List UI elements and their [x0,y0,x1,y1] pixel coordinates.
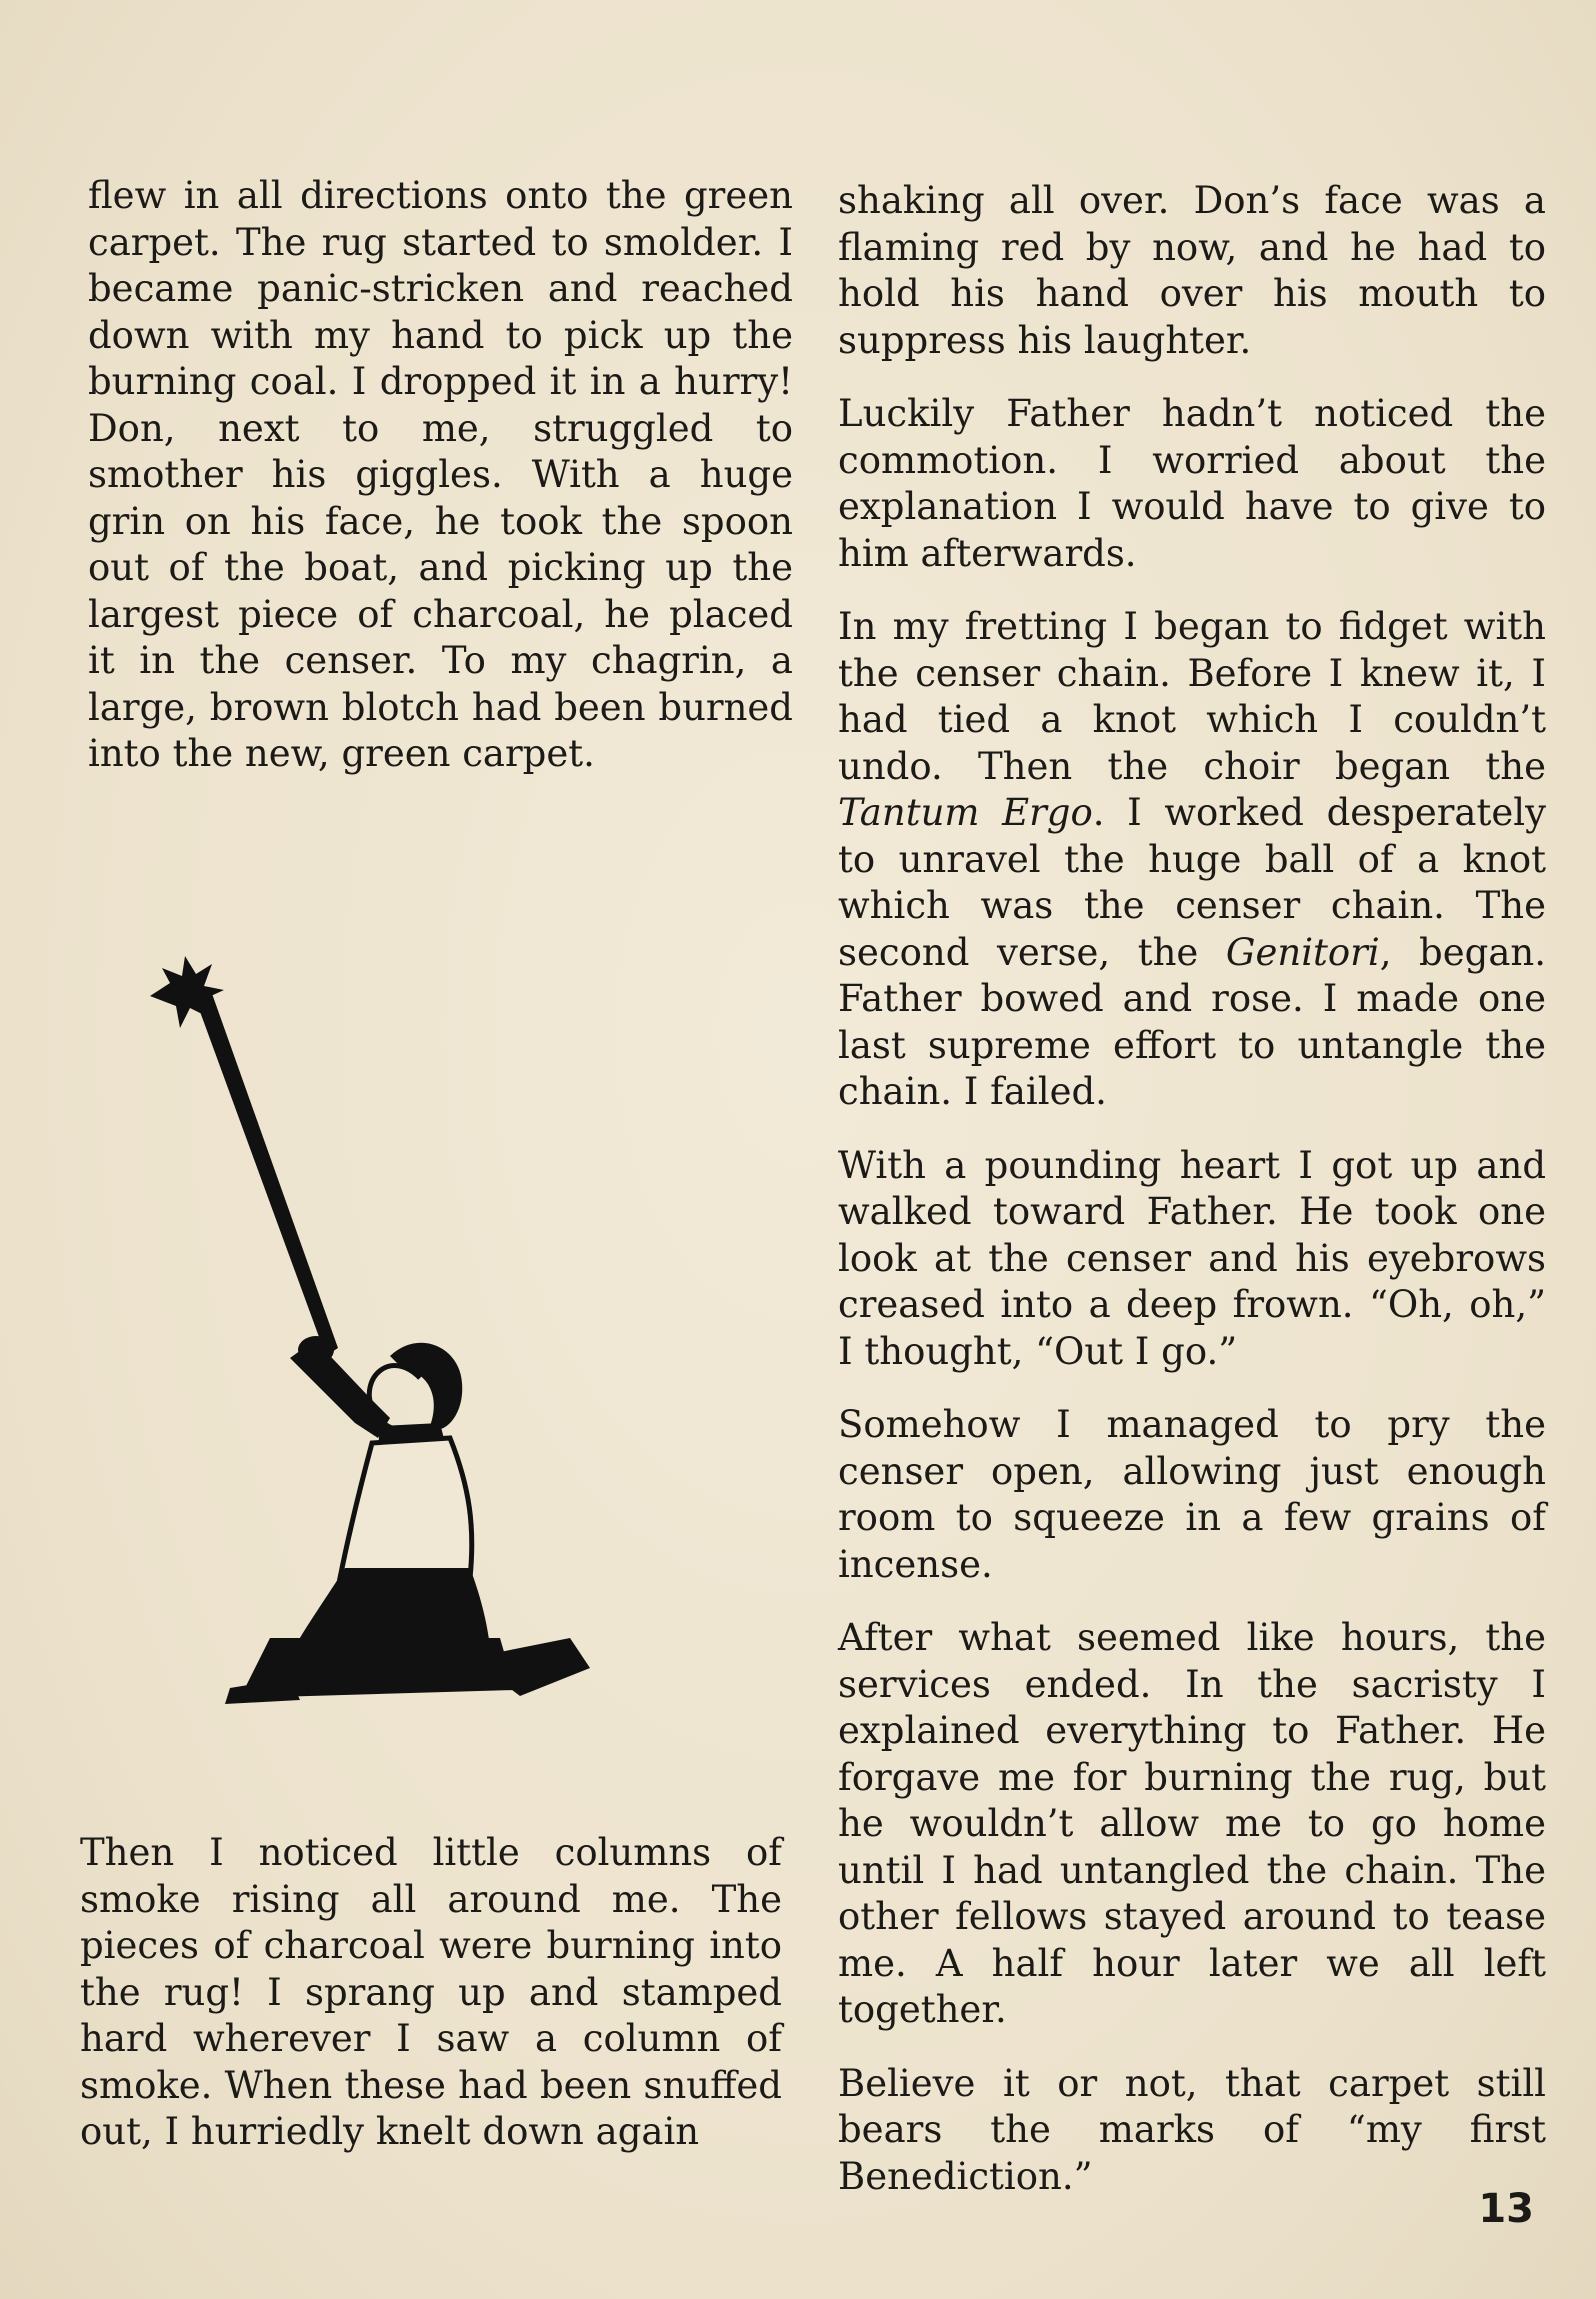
text-run: . I worked desperately to unravel the huge ball of a knot which was the censer chain. The second verse, the [838,791,1546,974]
italic-title: Genitori [1225,930,1380,974]
paragraph [838,604,1546,1116]
text-run: In my fretting I began to fidget with the censer chain. Before I knew it, I had tied a knot which I couldn’t undo. Then the choir began the [838,605,1546,788]
paragraph: With a pounding heart I got up and walked toward Father. He took one look at the censer and his eyebrows creased into a deep frown. “Oh, oh,” I thought, “Out I go.” [838,1143,1546,1373]
paragraph: flew in all directions onto the green carpet. The rug started to smolder. I became panic-stricken and reached down with my hand to pick up the burning coal. I dropped it in a hurry! Don, next to me, struggled to smother his giggles. With a huge grin on his face, he took the spoon out of the boat, and picking up the largest piece of charcoal, he placed it in the censer. To my chagrin, a large, brown blotch had been burned into the new, green carpet. [88,174,793,775]
left-column-bottom [80,1830,782,2156]
paragraph: After what seemed like hours, the services ended. In the sacristy I explained everything to Father. He forgave me for burning the rug, but he wouldn’t allow me to go home until I had untangled the chain. The other fellows stayed around to tease me. A half hour later we all left together. [838,1616,1546,2031]
paragraph: Luckily Father hadn’t noticed the commotion. I worried about the explanation I would have to give to him afterwards. [838,392,1546,575]
paragraph: shaking all over. Don’s face was a flaming red by now, and he had to hold his hand over his mouth to suppress his laughter. [838,179,1546,362]
paragraph: Believe it or not, that carpet still bears the marks of “my first Benediction.” [838,2061,1546,2198]
page-number: 13 [1478,2186,1534,2232]
left-column-top [88,173,793,778]
italic-title: Tantum Ergo [838,791,1093,834]
right-column [838,178,1546,2200]
kneeling-altar-boy-icon [140,878,680,1708]
text-run: , began. Father bowed and rose. I made one last supreme effort to untangle the chain. I failed. [838,930,1546,1113]
paragraph: Then I noticed little columns of smoke rising all around me. The pieces of charcoal were burning into the rug! I sprang up and stamped hard wherever I saw a column of smoke. When these had been snuffed out, I hurriedly knelt down again [80,1831,782,2153]
paragraph: Somehow I managed to pry the censer open, allowing just enough room to squeeze in a few grains of incense. [838,1403,1546,1586]
